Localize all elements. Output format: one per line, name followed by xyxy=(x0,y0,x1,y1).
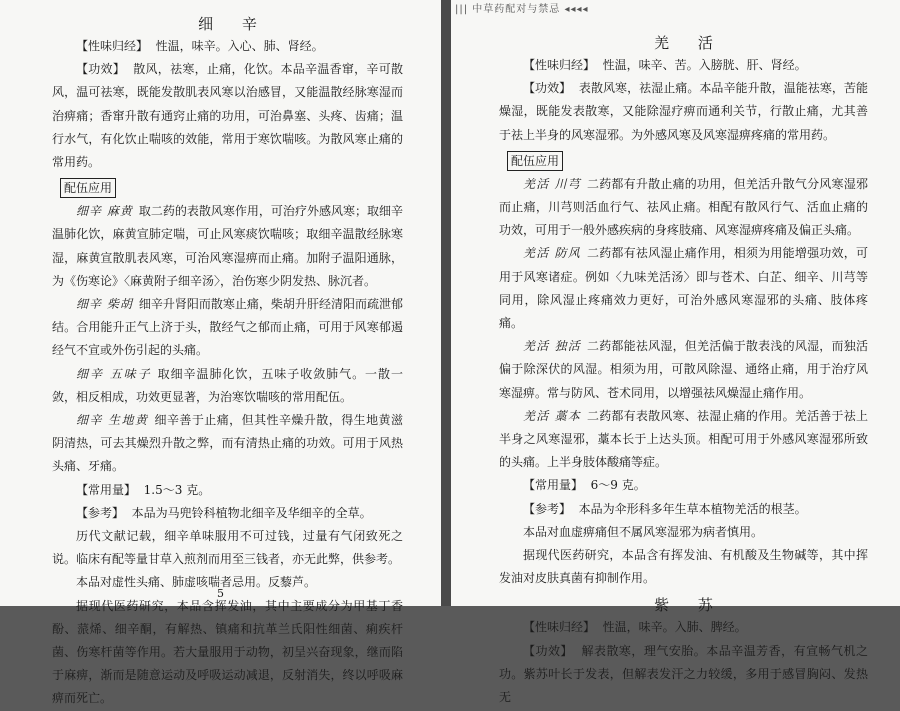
pair-herbs: 细辛 五味子 xyxy=(76,366,152,381)
gongxiao-text: 表散风寒，祛湿止痛。本品辛能升散，温能祛寒，苦能燥湿，既能发表散寒，又能除湿疗痹而通利关节，行散止痛，尤其善于祛上半身的风寒湿邪。为外感风寒及风寒湿痹疼痛的常用药。 xyxy=(499,81,868,142)
pair-text: 细辛升肾阳而散寒止痛，柴胡升肝经清阳而疏泄郁结。合用能升正气上济于头，散经气之郁而止痛，可用于风寒郁遏经气不宣或外伤引起的头痛。 xyxy=(52,297,403,358)
pair-herbs: 羌活 藁本 xyxy=(523,408,581,423)
xingwei-label: 【性味归经】 xyxy=(76,39,149,53)
changyong-label: 【常用量】 xyxy=(76,482,137,497)
xingwei-text: 性温，味辛。入心、肺、肾经。 xyxy=(155,39,324,53)
changyong-text: 1.5～3 克。 xyxy=(143,482,211,497)
header-arrows-icon: ◂◂◂◂ xyxy=(564,4,589,15)
peiwu-heading: 配伍应用 xyxy=(507,151,563,171)
pair-text: 取二药的表散风寒作用，可治疗外感风寒；取细辛温肺化饮，麻黄宣肺定喘，可止风寒痰饮喘咳；取细辛温散经脉寒湿，麻黄宣散肌表风寒，可治风寒湿痹而止痛。加附子温阳通脉，为《伤寒论》〈麻黄附子细辛汤〉，治伤寒少阴发热、脉沉者。 xyxy=(52,204,403,288)
pair-text: 二药都有表散风寒、祛湿止痛的作用。羌活善于祛上半身之风寒湿邪，藁本长于上达头顶。相配可用于外感风寒湿邪所致的头痛。上半身肢体酸痛等症。 xyxy=(499,408,868,470)
herb-title-xixin: 细 辛 xyxy=(198,15,269,33)
gongxiao-text: 解表散寒，理气安胎。本品辛温芳香，有宣畅气机之功。紫苏叶长于发表，但解表发汗之力较缓，多用于感冒胸闷、发热无 xyxy=(499,643,868,705)
changyong-label: 【常用量】 xyxy=(523,478,584,493)
left-page xyxy=(0,0,441,706)
pair-herbs: 细辛 柴胡 xyxy=(76,297,133,312)
body-paragraph: 据现代医药研究，本品含有挥发油、有机酸及生物碱等，其中挥发油对皮肤真菌有抑制作用。 xyxy=(499,548,868,586)
peiwu-heading: 配伍应用 xyxy=(60,178,116,198)
book-gutter xyxy=(441,0,451,606)
herb-title-zisu: 紫 苏 xyxy=(654,596,725,615)
body-paragraph: 本品对血虚痹痛但不属风寒湿邪为病者慎用。 xyxy=(523,524,764,539)
header-title: 中草药配对与禁忌 xyxy=(472,4,561,15)
changyong-text: 6～9 克。 xyxy=(590,478,646,493)
pair-text: 细辛善于止痛，但其性辛燥升散，得生地黄滋阴清热，可去其燥烈升散之弊，而有清热止痛的功效。可用于风热头痛、牙痛。 xyxy=(52,413,403,474)
xingwei-text: 性温，味辛、苦。入膀胱、肝、肾经。 xyxy=(602,58,807,72)
page-number: 5 xyxy=(217,587,224,600)
body-paragraph: 据现代医药研究，本品含挥发油，其中主要成分为甲基丁香酚、蒎烯、细辛酮，有解热、镇痛和抗革兰氏阳性细菌、痢疾杆菌、伤寒杆菌等作用。若大量服用于动物，初呈兴奋现象，继而陷于麻痹，渐而是随意运动及呼吸运动减退，反射消失，终以呼吸麻痹而死亡。 xyxy=(52,598,403,706)
body-paragraph: 本品对虚性头痛、肺虚咳喘者忌用。反藜芦。 xyxy=(76,575,317,590)
pair-herbs: 细辛 生地黄 xyxy=(76,413,149,428)
cankao-label: 【参考】 xyxy=(76,505,125,520)
pair-text: 二药都有升散止痛的功用，但羌活升散气分风寒湿邪而止痛，川芎则活血行气、祛风止痛。相配有散风行气、活血止痛的功效，可用于一般外感疾病的身疼肢痛、风寒湿痹疼痛及偏正头痛。 xyxy=(499,176,868,238)
xingwei-label: 【性味归经】 xyxy=(523,620,596,635)
xingwei-text: 性温，味辛。入肺、脾经。 xyxy=(602,620,747,635)
gongxiao-label: 【功效】 xyxy=(523,643,573,658)
cankao-label: 【参考】 xyxy=(523,501,572,516)
gongxiao-label: 【功效】 xyxy=(523,81,572,96)
cankao-text: 本品为伞形科多年生草本植物羌活的根茎。 xyxy=(578,501,807,516)
body-paragraph: 历代文献记载，细辛单味服用不可过钱，过量有气闭致死之说。临床有配等量甘草入煎剂而用至三钱者，亦无此弊，供参考。 xyxy=(52,529,403,567)
pair-herbs: 细辛 麻黄 xyxy=(76,204,133,219)
xingwei-label: 【性味归经】 xyxy=(523,58,596,72)
pair-text: 取细辛温肺化饮，五味子收敛肺气。一散一敛，相反相成，功效更显著，为治寒饮喘咳的常用配伍。 xyxy=(52,366,403,404)
pair-text: 二药都有祛风湿止痛作用，相须为用能增强功效，可用于风寒诸症。例如〈九味羌活汤〉即与苍术、白芷、细辛、川芎等同用，除风湿止疼痛效力更好，可治外感风寒湿邪的头痛、肢体疼痛。 xyxy=(499,246,868,331)
pair-herbs: 羌活 川芎 xyxy=(523,176,581,191)
herb-title-qianghuo: 羌 活 xyxy=(654,34,725,52)
gongxiao-label: 【功效】 xyxy=(76,62,126,77)
cankao-text: 本品为马兜铃科植物北细辛及华细辛的全草。 xyxy=(131,505,372,520)
right-page xyxy=(451,0,900,705)
gongxiao-text: 散风，祛寒，止痛，化饮。本品辛温香窜，辛可散风，温可祛寒，既能发散肌表风寒以治感冒，又能温散经脉寒湿而治痹痛；香窜升散有通窍止痛的功用，可治鼻塞、头疼、齿痛；温行水气，有化饮止喘咳的效能，常用于寒饮喘咳。为散风寒止痛的常用药。 xyxy=(52,62,403,170)
pair-herbs: 羌活 独活 xyxy=(523,339,581,354)
running-header xyxy=(451,0,589,14)
pair-herbs: 羌活 防风 xyxy=(523,246,581,261)
pair-text: 二药都能祛风湿，但羌活偏于散表浅的风湿，而独活偏于除深伏的风湿。相须为用，可散风除湿、通络止痛，用于治疗风寒湿痹。常与防风、苍术同用，以增强祛风燥湿止痛作用。 xyxy=(499,339,868,400)
header-bars-icon: ||| xyxy=(455,4,469,15)
